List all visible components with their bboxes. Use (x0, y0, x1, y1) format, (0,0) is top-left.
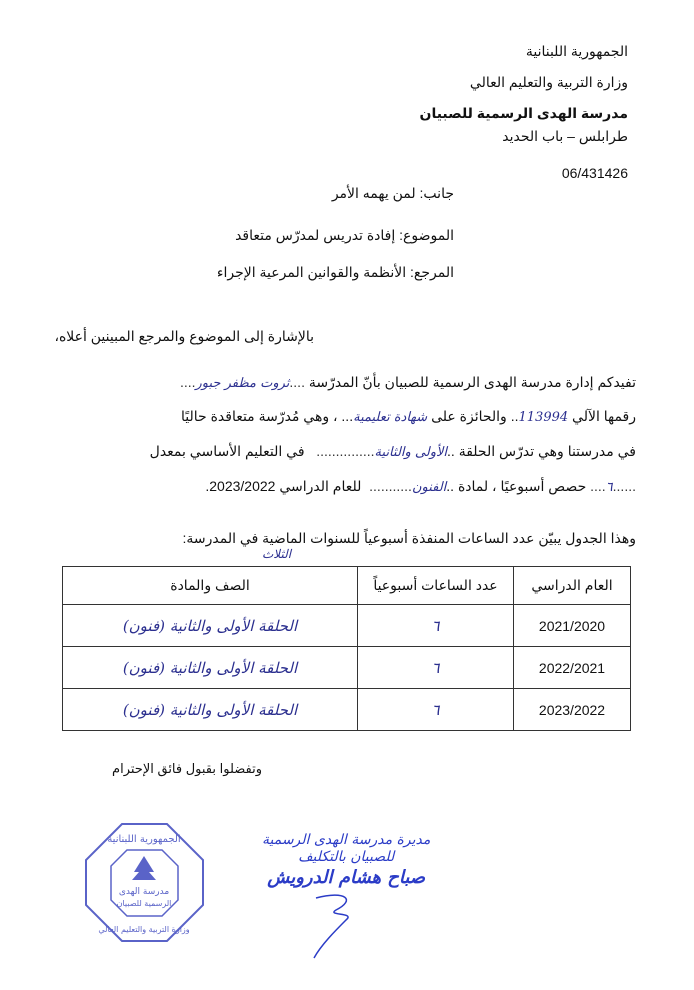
body-text: ، وهي مُدرّسة متعاقدة حاليًا (181, 408, 338, 424)
signature-title-1: مديرة مدرسة الهدى الرسمية (262, 832, 431, 848)
cell-year: 2023/2022 (514, 689, 631, 731)
body-line-4: ......٦.... حصص أسبوعيًا ، لمادة ..الفنون........... للعام الدراسي 2023/2022. (205, 478, 636, 495)
reference-line: المرجع: الأنظمة والقوانين المرعية الإجراء (216, 264, 454, 280)
subject-name: الفنون (411, 480, 447, 495)
table-row (63, 689, 631, 731)
stamp-inner-2: الرسمية للصبيان (116, 899, 172, 908)
table-row (63, 647, 631, 689)
body-text: والحائزة على (431, 408, 507, 424)
body-text: حصص أسبوعيًا ، لمادة (457, 478, 587, 494)
stamp-outer-top: الجمهورية اللبنانية (107, 834, 181, 845)
hours-table (62, 566, 631, 731)
header-hours: عدد الساعات أسبوعياً (358, 567, 514, 605)
table-header-row (63, 567, 631, 605)
teacher-name: ثروت مظفر جبور (195, 376, 290, 391)
signature-block (262, 832, 430, 964)
cedar-icon (132, 856, 156, 880)
header-year: العام الدراسي (514, 567, 631, 605)
signature-title-2: للصبيان بالتكليف (298, 849, 395, 865)
school-address: طرابلس – باب الحديد (502, 128, 628, 144)
signature-name: صباح هشام الدرويش (267, 867, 426, 888)
cell-hours: ٦ (358, 605, 514, 647)
country-name: الجمهورية اللبنانية (525, 43, 628, 59)
teacher-id: 113994 (518, 410, 569, 425)
cell-year: 2022/2021 (514, 647, 631, 689)
body-line-1: تفيدكم إدارة مدرسة الهدى الرسمية للصبيان بأنّ المدرّسة ....ثروت مظفر جبور.... (179, 374, 636, 391)
table-intro: وهذا الجدول يبيّن عدد الساعات المنفذة أسبوعياً للسنوات الماضية في المدرسة: (182, 530, 636, 546)
school-name: مدرسة الهدى الرسمية للصبيان (419, 105, 628, 121)
body-text: رقمها الآلي (572, 408, 636, 424)
body-text: تفيدكم إدارة مدرسة الهدى الرسمية للصبيان بأنّ المدرّسة (308, 374, 636, 390)
weekly-hours: ٦ (605, 480, 613, 495)
handwritten-insert: الثلاث (262, 547, 292, 561)
ministry-name: وزارة التربية والتعليم العالي (469, 74, 628, 90)
table-row (63, 605, 631, 647)
intro-line: بالإشارة إلى الموضوع والمرجع المبينين أعلاه، (54, 328, 314, 344)
body-text: في التعليم الأساسي بمعدل (149, 443, 305, 459)
body-line-2: رقمها الآلي 113994.. والحائزة على شهادة تعليمية... ، وهي مُدرّسة متعاقدة حاليًا (181, 408, 636, 425)
school-stamp (82, 820, 207, 945)
school-phone: 06/431426 (561, 165, 628, 181)
body-text: في مدرستنا وهي تدرّس الحلقة (458, 443, 636, 459)
signature-scribble (286, 890, 406, 960)
header-class-subject: الصف والمادة (63, 567, 358, 605)
teaching-cycle: الأولى والثانية (374, 445, 448, 460)
stamp-inner-1: مدرسة الهدى (118, 887, 170, 897)
body-text: للعام الدراسي 2023/2022. (205, 478, 362, 494)
teacher-certificate: شهادة تعليمية (353, 410, 428, 425)
body-line-3: في مدرستنا وهي تدرّس الحلقة ..الأولى والثانية............... في التعليم الأساسي بمعدل (149, 443, 636, 460)
closing-line: وتفضلوا بقبول فائق الإحترام (112, 761, 262, 776)
cell-class-subject: الحلقة الأولى والثانية (فنون) (63, 605, 358, 647)
subject-line: الموضوع: إفادة تدريس لمدرّس متعاقد (235, 227, 454, 243)
stamp-outer-bottom: وزارة التربية والتعليم العالي (98, 925, 190, 934)
cell-class-subject: الحلقة الأولى والثانية (فنون) (63, 647, 358, 689)
cell-hours: ٦ (358, 647, 514, 689)
cell-year: 2021/2020 (514, 605, 631, 647)
recipient-line: جانب: لمن يهمه الأمر (331, 185, 454, 201)
cell-hours: ٦ (358, 689, 514, 731)
cell-class-subject: الحلقة الأولى والثانية (فنون) (63, 689, 358, 731)
